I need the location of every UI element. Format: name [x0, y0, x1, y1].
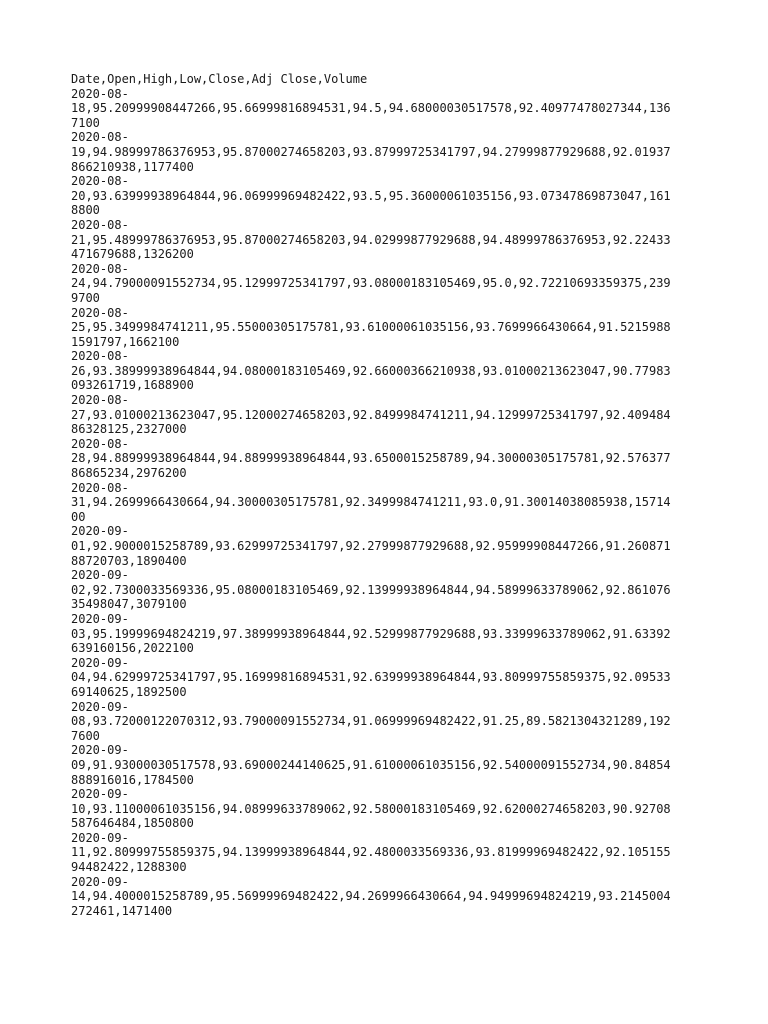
csv-data-line: 8800: [71, 203, 100, 218]
csv-data-line: 27,93.01000213623047,95.12000274658203,92.8499984741211,94.12999725341797,92.409484: [71, 407, 671, 422]
csv-data-line: 2020-09-: [71, 787, 129, 802]
csv-data-line: 2020-09-: [71, 743, 129, 758]
csv-data-line: 24,94.79000091552734,95.12999725341797,93.08000183105469,95.0,92.72210693359375,239: [71, 276, 671, 291]
csv-data-line: 01,92.9000015258789,93.62999725341797,92.27999877929688,92.95999908447266,91.260871: [71, 539, 671, 553]
csv-data-line: 2020-09-: [71, 524, 129, 539]
csv-data-line: 093261719,1688900: [71, 378, 194, 393]
csv-data-line: 08,93.72000122070312,93.79000091552734,91.06999969482422,91.25,89.5821304321289,192: [71, 714, 671, 729]
csv-data-line: 35498047,3079100: [71, 597, 187, 612]
csv-data-line: 2020-08-: [71, 393, 129, 408]
csv-data-line: 26,93.38999938964844,94.08000183105469,92.66000366210938,93.01000213623047,90.77983: [71, 363, 671, 378]
csv-data-line: 1591797,1662100: [71, 334, 180, 349]
csv-data-line: 2020-09-: [71, 874, 129, 889]
csv-data-line: 2020-08-: [71, 174, 129, 189]
csv-data-line: 31,94.2699966430664,94.30000305175781,92.3499984741211,93.0,91.30014038085938,15714: [71, 495, 671, 510]
csv-data-line: 2020-08-: [71, 480, 129, 495]
csv-data-line: 2020-09-: [71, 655, 129, 670]
csv-data-line: 2020-09-: [71, 699, 129, 714]
csv-data-line: 866210938,1177400: [71, 159, 194, 174]
csv-data-line: 587646484,1850800: [71, 816, 194, 831]
csv-data-line: 04,94.62999725341797,95.16999816894531,92.63999938964844,93.80999755859375,92.09533: [71, 670, 671, 685]
csv-data-line: 2020-08-: [71, 217, 129, 232]
csv-data-line: 18,95.20999908447266,95.66999816894531,94.5,94.68000030517578,92.40977478027344,136: [71, 101, 671, 116]
csv-data-line: 9700: [71, 290, 100, 305]
csv-data-line: 94482422,1288300: [71, 860, 187, 875]
csv-data-line: 09,91.93000030517578,93.69000244140625,91.61000061035156,92.54000091552734,90.84854: [71, 757, 671, 772]
csv-data-line: 20,93.63999938964844,96.06999969482422,93.5,95.36000061035156,93.07347869873047,161: [71, 188, 671, 203]
csv-data-line: 28,94.88999938964844,94.88999938964844,93.6500015258789,94.30000305175781,92.576377: [71, 451, 671, 466]
csv-data-line: 471679688,1326200: [71, 247, 194, 262]
csv-data-line: 2020-08-: [71, 261, 129, 276]
csv-data-line: 19,94.98999786376953,95.87000274658203,93.87999725341797,94.27999877929688,92.01937: [71, 144, 671, 159]
csv-data-line: 86328125,2327000: [71, 422, 187, 437]
csv-data-line: 86865234,2976200: [71, 466, 187, 481]
document-page: [71, 72, 711, 918]
csv-data-line: 888916016,1784500: [71, 772, 194, 787]
csv-data-line: 2020-08-: [71, 436, 129, 451]
csv-data-line: 2020-08-: [71, 305, 129, 320]
csv-data-line: 2020-08-: [71, 86, 129, 101]
csv-data-line: 639160156,2022100: [71, 641, 194, 656]
csv-data-line: 2020-08-: [71, 349, 129, 364]
csv-data-line: 7100: [71, 115, 100, 130]
csv-data-line: 7600: [71, 728, 100, 743]
csv-data-line: 11,92.80999755859375,94.13999938964844,92.4800033569336,93.81999969482422,92.105155: [71, 845, 671, 860]
csv-data-line: 2020-09-: [71, 568, 129, 583]
csv-data-line: 14,94.4000015258789,95.56999969482422,94.2699966430664,94.94999694824219,93.2145004: [71, 889, 671, 904]
csv-data-line: 272461,1471400: [71, 903, 173, 918]
csv-data-line: 69140625,1892500: [71, 684, 187, 699]
csv-data-line: 2020-09-: [71, 830, 129, 845]
csv-data-line: 2020-08-: [71, 130, 129, 145]
csv-data-line: 10,93.11000061035156,94.08999633789062,92.58000183105469,92.62000274658203,90.92708: [71, 801, 671, 816]
csv-data-line: 00: [71, 509, 86, 524]
csv-header-line: Date,Open,High,Low,Close,Adj Close,Volume: [71, 72, 368, 86]
csv-data-line: 02,92.7300033569336,95.08000183105469,92.13999938964844,94.58999633789062,92.861076: [71, 582, 671, 597]
csv-data-line: 2020-09-: [71, 611, 129, 626]
csv-data-line: 25,95.3499984741211,95.55000305175781,93.61000061035156,93.7699966430664,91.5215988: [71, 320, 671, 335]
csv-data-line: 03,95.19999694824219,97.38999938964844,92.52999877929688,93.33999633789062,91.63392: [71, 626, 671, 641]
csv-data-line: 88720703,1890400: [71, 553, 187, 568]
csv-data-line: 21,95.48999786376953,95.87000274658203,94.02999877929688,94.48999786376953,92.22433: [71, 232, 671, 247]
